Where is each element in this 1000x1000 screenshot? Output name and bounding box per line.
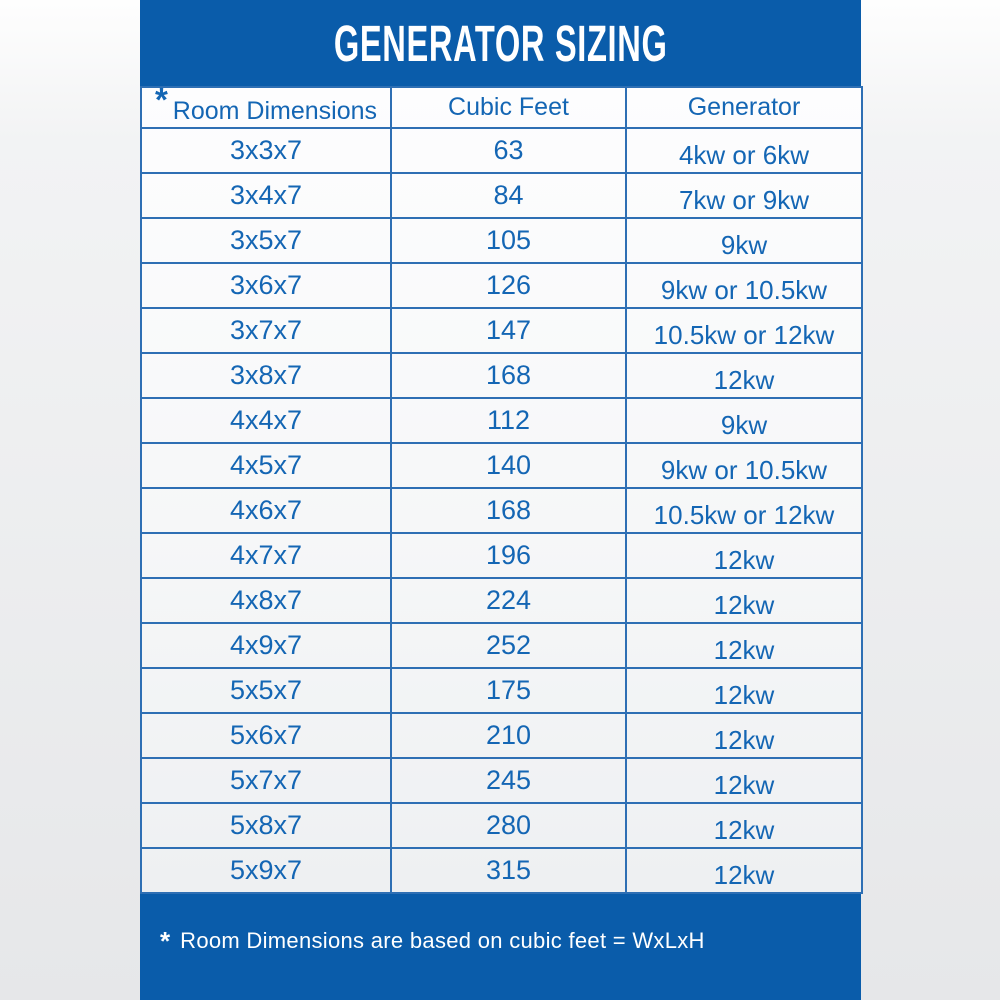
generator-cell: 9kw or 10.5kw [626,443,862,488]
generator-cell: 12kw [626,353,862,398]
generator-cell: 9kw [626,218,862,263]
table-row [141,533,862,578]
column-header-cubic-feet: Cubic Feet [391,87,626,128]
asterisk-mark: * [154,80,168,118]
column-header-generator: Generator [626,87,862,128]
cubic-feet-cell: 175 [391,668,626,713]
column-header-room-dimensions [141,80,391,128]
room-dimensions-cell: 4x8x7 [141,578,391,623]
generator-cell: 12kw [626,533,862,578]
cubic-feet-cell: 245 [391,758,626,803]
generator-cell: 12kw [626,848,862,893]
cubic-feet-cell: 140 [391,443,626,488]
column-header-room-label: Room Dimensions [172,96,378,125]
footnote [140,892,861,1000]
table-row [141,173,862,218]
generator-cell: 4kw or 6kw [626,128,862,173]
cubic-feet-cell: 280 [391,803,626,848]
table-row [141,128,862,173]
footnote-text: Room Dimensions are based on cubic feet = WxLxH [180,928,705,953]
generator-cell: 9kw or 10.5kw [626,263,862,308]
cubic-feet-cell: 126 [391,263,626,308]
generator-sizing-panel [140,0,861,1000]
room-dimensions-cell: 5x9x7 [141,848,391,893]
room-dimensions-cell: 5x5x7 [141,668,391,713]
room-dimensions-cell: 3x8x7 [141,353,391,398]
table-row [141,263,862,308]
generator-cell: 12kw [626,668,862,713]
room-dimensions-cell: 4x4x7 [141,398,391,443]
generator-cell: 10.5kw or 12kw [626,308,862,353]
table-row [141,398,862,443]
room-dimensions-cell: 5x6x7 [141,713,391,758]
generator-cell: 12kw [626,578,862,623]
table-row [141,308,862,353]
cubic-feet-cell: 210 [391,713,626,758]
room-dimensions-cell: 5x8x7 [141,803,391,848]
table-header-row [141,87,862,128]
generator-cell: 10.5kw or 12kw [626,488,862,533]
table-row [141,758,862,803]
cubic-feet-cell: 196 [391,533,626,578]
cubic-feet-cell: 252 [391,623,626,668]
generator-cell: 12kw [626,713,862,758]
table-row [141,578,862,623]
table-row [141,488,862,533]
table-row [141,443,862,488]
generator-cell: 12kw [626,623,862,668]
room-dimensions-cell: 5x7x7 [141,758,391,803]
table-row [141,668,862,713]
title-banner [140,0,861,86]
table-row [141,803,862,848]
room-dimensions-cell: 3x3x7 [141,128,391,173]
room-dimensions-cell: 4x5x7 [141,443,391,488]
generator-cell: 7kw or 9kw [626,173,862,218]
room-dimensions-cell: 4x7x7 [141,533,391,578]
page-title: GENERATOR SIZING [333,14,668,72]
room-dimensions-cell: 3x7x7 [141,308,391,353]
room-dimensions-cell: 4x6x7 [141,488,391,533]
cubic-feet-cell: 224 [391,578,626,623]
generator-cell: 12kw [626,758,862,803]
table-body [141,128,862,893]
cubic-feet-cell: 147 [391,308,626,353]
cubic-feet-cell: 112 [391,398,626,443]
room-dimensions-cell: 3x4x7 [141,173,391,218]
generator-cell: 12kw [626,803,862,848]
cubic-feet-cell: 63 [391,128,626,173]
cubic-feet-cell: 168 [391,488,626,533]
table-row [141,848,862,893]
asterisk-mark: * [160,926,171,956]
table-row [141,623,862,668]
table-row [141,713,862,758]
sizing-table [140,80,863,894]
room-dimensions-cell: 4x9x7 [141,623,391,668]
room-dimensions-cell: 3x5x7 [141,218,391,263]
room-dimensions-cell: 3x6x7 [141,263,391,308]
cubic-feet-cell: 315 [391,848,626,893]
table-row [141,353,862,398]
cubic-feet-cell: 168 [391,353,626,398]
table-row [141,218,862,263]
generator-cell: 9kw [626,398,862,443]
cubic-feet-cell: 105 [391,218,626,263]
cubic-feet-cell: 84 [391,173,626,218]
